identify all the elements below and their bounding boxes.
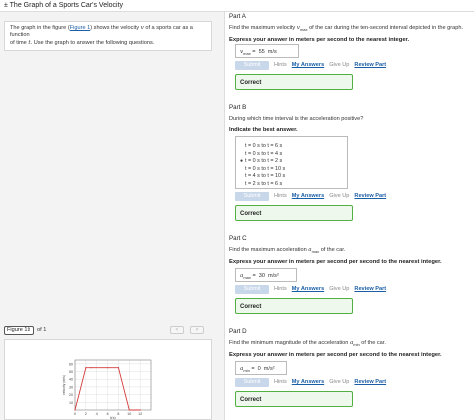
- choice-label: t = 2 s to t = 6 s: [245, 180, 283, 187]
- question-text: of the car.: [359, 340, 386, 346]
- part-a: [229, 12, 469, 43]
- answer-value: 30: [258, 273, 265, 279]
- choice-label: t = 0 s to t = 4 s: [245, 150, 283, 157]
- question-text: Find the maximum velocity: [229, 25, 297, 31]
- var-v: v: [296, 25, 300, 31]
- subscript: max: [243, 51, 251, 57]
- part-b-correct-badge: Correct: [235, 205, 353, 221]
- answer-value: 55: [258, 49, 265, 55]
- x-tick-label: 6: [106, 412, 109, 416]
- part-a-correct-badge: Correct: [235, 74, 353, 90]
- part-d-question: [229, 340, 469, 348]
- choice-label: t = 0 s to t = 2 s: [245, 158, 283, 165]
- question-text: of the car.: [319, 247, 346, 253]
- answer-unit: m/s²: [263, 366, 275, 372]
- part-d-title: Part D: [229, 328, 247, 335]
- part-b-instruction: Indicate the best answer.: [229, 127, 298, 133]
- equals-sign: =: [249, 366, 255, 372]
- part-a-actions: [235, 61, 386, 71]
- subscript: max: [299, 27, 308, 33]
- subscript: min: [353, 342, 360, 348]
- my-answers-link[interactable]: My Answers: [291, 286, 325, 292]
- part-b-title: Part B: [229, 104, 247, 111]
- part-b-choices: [235, 136, 348, 189]
- choice-option[interactable]: [240, 166, 343, 174]
- velocity-chart: [5, 340, 211, 419]
- answer-var: a: [240, 273, 244, 279]
- x-axis-label: t(s): [110, 416, 116, 419]
- figure-select-value: Figure 1: [7, 327, 28, 333]
- y-tick-label: 20: [69, 393, 73, 398]
- intro-text: of a sports car as a function: [10, 25, 193, 39]
- review-part-link[interactable]: Review Part: [354, 193, 387, 199]
- give-up-link[interactable]: Give Up: [329, 379, 350, 385]
- choice-option[interactable]: [240, 173, 343, 181]
- y-tick-label: 10: [69, 400, 73, 405]
- next-figure-button[interactable]: >: [190, 326, 204, 334]
- series-point: [74, 409, 75, 410]
- answer-unit: m/s²: [267, 273, 279, 279]
- series-point: [85, 367, 86, 368]
- hints-link[interactable]: Hints: [274, 286, 287, 292]
- review-part-link[interactable]: Review Part: [354, 286, 387, 292]
- intro-text: of time: [10, 39, 29, 46]
- answer-var: a: [240, 366, 244, 372]
- part-d-actions: [235, 378, 386, 388]
- answer-var: v: [240, 49, 244, 55]
- choice-option[interactable]: [240, 151, 343, 159]
- review-part-link[interactable]: Review Part: [354, 62, 387, 68]
- question-text: Find the maximum acceleration: [229, 247, 309, 253]
- x-tick-label: 12: [138, 412, 143, 416]
- series-point: [118, 367, 119, 368]
- part-b-actions: [235, 192, 386, 202]
- part-a-title: Part A: [229, 13, 246, 20]
- figure-toolbar: [4, 326, 212, 336]
- page-title: ± The Graph of a Sports Car's Velocity: [4, 2, 124, 9]
- part-a-instruction: Express your answer in meters per second to the nearest integer.: [229, 37, 410, 44]
- part-a-answer-box[interactable]: [235, 44, 299, 58]
- subscript: max: [311, 249, 320, 255]
- y-tick-label: 60: [69, 362, 73, 367]
- x-tick-label: 2: [84, 412, 87, 416]
- var-t: t: [28, 39, 31, 46]
- answer-unit: m/s: [267, 49, 277, 55]
- series-point: [129, 409, 130, 410]
- var-a: a: [308, 247, 312, 253]
- choice-option[interactable]: [240, 143, 343, 151]
- chevron-updown-icon: ⇕: [26, 327, 31, 333]
- intro-text: . Use the graph to answer the following questions.: [30, 39, 155, 46]
- review-part-link[interactable]: Review Part: [354, 379, 387, 385]
- figure-link[interactable]: Figure 1: [69, 25, 91, 31]
- series-point: [140, 409, 141, 410]
- give-up-link[interactable]: Give Up: [329, 286, 350, 292]
- give-up-link[interactable]: Give Up: [329, 62, 350, 68]
- y-axis-label: velocity (m/s): [62, 375, 66, 395]
- submit-button[interactable]: Submit: [235, 61, 269, 70]
- part-a-question: [229, 25, 469, 33]
- part-b-question: During which time interval is the acceleration positive?: [229, 116, 364, 122]
- subscript: min: [243, 368, 250, 374]
- part-c-correct-badge: Correct: [235, 298, 353, 314]
- part-c-answer-box[interactable]: [235, 268, 297, 282]
- y-tick-label: 30: [69, 385, 73, 390]
- figure-select[interactable]: [4, 326, 34, 335]
- part-c: [229, 235, 469, 265]
- part-c-title: Part C: [229, 235, 247, 242]
- submit-button[interactable]: Submit: [235, 378, 269, 387]
- choice-option[interactable]: [240, 181, 343, 189]
- my-answers-link[interactable]: My Answers: [291, 62, 325, 68]
- part-c-instruction: Express your answer in meters per second per second to the nearest integer.: [229, 259, 442, 266]
- question-text: of the car during the ten-second interval depicted in the graph.: [307, 25, 463, 31]
- series-point: [91, 367, 92, 368]
- prev-figure-button[interactable]: <: [170, 326, 184, 334]
- x-tick-label: 4: [95, 412, 98, 416]
- intro-text: ) shows the velocity: [90, 25, 141, 31]
- choice-label: t = 0 s to t = 6 s: [245, 143, 283, 149]
- give-up-link[interactable]: Give Up: [329, 193, 350, 199]
- figure-count: of 1: [37, 327, 47, 333]
- part-d-instruction: Express your answer in meters per second per second to the nearest integer.: [229, 352, 442, 359]
- subscript: max: [243, 275, 251, 281]
- header-bar: [0, 0, 474, 12]
- x-tick-label: 0: [74, 412, 76, 416]
- submit-button[interactable]: Submit: [235, 192, 269, 201]
- part-c-question: [229, 247, 469, 255]
- x-tick-label: 8: [117, 412, 120, 416]
- my-answers-link[interactable]: My Answers: [291, 193, 325, 199]
- part-d-correct-badge: Correct: [235, 391, 353, 407]
- figure-canvas: [4, 339, 212, 420]
- problem-intro: [4, 21, 212, 51]
- equals-sign: =: [250, 49, 256, 55]
- part-c-actions: [235, 285, 386, 295]
- hints-link[interactable]: Hints: [274, 193, 287, 199]
- x-tick-label: 10: [127, 412, 132, 416]
- series-point: [107, 367, 108, 368]
- choice-option[interactable]: [240, 158, 343, 166]
- var-a: a: [349, 340, 354, 346]
- y-tick-label: 50: [69, 370, 73, 375]
- question-text: Find the minimum magnitude of the acceleration: [229, 340, 350, 346]
- part-b: [229, 104, 469, 133]
- equals-sign: =: [250, 273, 256, 279]
- hints-link[interactable]: Hints: [274, 62, 287, 68]
- hints-link[interactable]: Hints: [274, 379, 287, 385]
- part-d: [229, 328, 469, 358]
- intro-text: The graph in the figure (: [10, 25, 70, 31]
- my-answers-link[interactable]: My Answers: [291, 379, 325, 385]
- submit-button[interactable]: Submit: [235, 285, 269, 294]
- questions-pane: [224, 12, 474, 420]
- y-tick-label: 40: [69, 377, 73, 382]
- radio-selected-icon: ●: [240, 158, 244, 165]
- answer-value: 0: [257, 366, 261, 372]
- choice-label: t = 4 s to t = 10 s: [245, 173, 286, 180]
- part-d-answer-box[interactable]: [235, 361, 287, 375]
- choice-label: t = 0 s to t = 10 s: [245, 165, 286, 172]
- var-v: v: [140, 25, 144, 31]
